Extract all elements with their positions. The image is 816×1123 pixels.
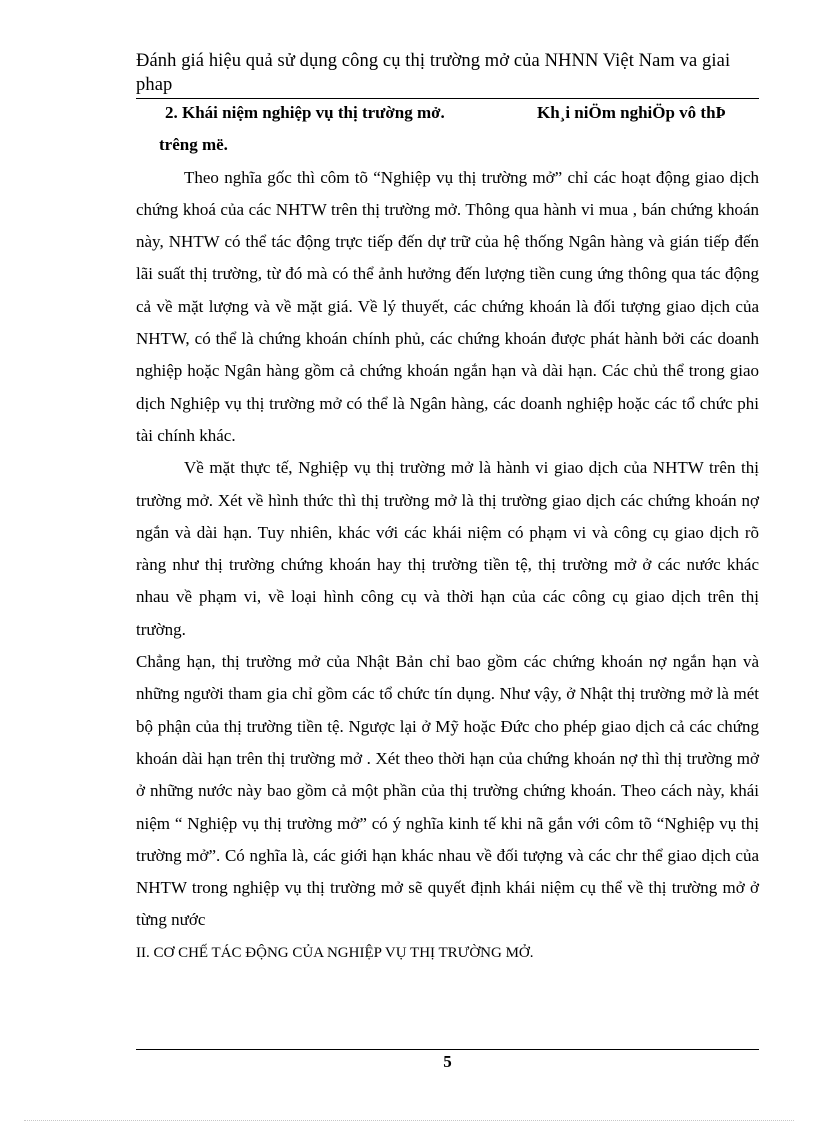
- paragraph-3: Chẳng hạn, thị trường mở của Nhật Bản chỉ bao gồm các chứng khoán nợ ngắn hạn và những người tham gia chỉ gồm các tổ chức tín dụng. Như vậy, ở Nhật thị trường mở là mét bộ phận của thị trường tiền tệ. Ngược lại ở Mỹ hoặc Đức cho phép giao dịch cả các chứng khoán dài hạn trên thị trường mở . Xét theo thời hạn của chứng khoán nợ thì thị trường mở ở những nước này bao gồm cả một phần của thị trường chứng khoán. Theo cách này, khái niệm “ Nghiệp vụ thị trường mở” có ý nghĩa kinh tế khi nã gắn với côm tõ “Nghiệp vụ thị trường mở”. Có nghĩa là, các giới hạn khác nhau về đối tượng và các chr thể giao dịch của NHTW trong nghiệp vụ thị trường mở sẽ quyết định khái niệm cụ thể về thị trường mở ở từng nước: [136, 652, 759, 930]
- chapter-heading: II. CƠ CHẾ TÁC ĐỘNG CỦA NGHIỆP VỤ THỊ TRƯỜNG MỞ.: [136, 944, 534, 961]
- page-edge-divider: [24, 1120, 794, 1121]
- document-body: [136, 97, 759, 969]
- document-header: [136, 49, 756, 97]
- section-heading-title: 2. Khái niệm nghiệp vụ thị trường mở.: [165, 103, 445, 122]
- document-header-text: Đánh giá hiệu quả sử dụng công cụ thị trường mở của NHNN Việt Nam va giai phap: [136, 51, 731, 95]
- paragraph-1: Theo nghĩa gốc thì côm tõ “Nghiệp vụ thị trường mở” chỉ các hoạt động giao dịch chứng khoá của các NHTW trên thị trường mở. Thông qua hành vi mua , bán chứng khoán này, NHTW có thể tác động trực tiếp đến dự trữ của hệ thống Ngân hàng và gián tiếp đến lãi suất thị trường, từ đó mà có thể ảnh hưởng đến lượng tiền cung ứng thông qua tác động cả về mặt lượng và về mặt giá. Về lý thuyết, các chứng khoán là đối tượng giao dịch của NHTW, có thể là chứng khoán chính phủ, các chứng khoán được phát hành bởi các doanh nghiệp hoặc Ngân hàng gồm cả chứng khoán ngắn hạn và dài hạn. Các chủ thể trong giao dịch Nghiệp vụ thị trường mở có thể là Ngân hàng, các doanh nghiệp hoặc các tổ chức phi tài chính khác.: [136, 167, 759, 445]
- section-heading-line: [136, 97, 759, 129]
- page-number: 5: [443, 1052, 452, 1071]
- section-heading-garbled: Kh¸i niÖm nghiÖp vô thÞ: [537, 103, 726, 122]
- footer-divider: [136, 1049, 759, 1050]
- paragraph-2: Về mặt thực tế, Nghiệp vụ thị trường mở là hành vi giao dịch của NHTW trên thị trường mở. Xét về hình thức thì thị trường mở là thị trường giao dịch các chứng khoán nợ ngắn và dài hạn. Tuy nhiên, khác với các khái niệm có phạm vi và công cụ giao dịch rõ ràng như thị trường chứng khoán hay thị trường tiền tệ, thị trường mở ở các nước khác nhau về phạm vi, về loại hình công cụ và thời hạn của các công cụ giao dịch trên thị trường.: [136, 458, 759, 639]
- section-heading-continuation: trêng më.: [159, 135, 228, 155]
